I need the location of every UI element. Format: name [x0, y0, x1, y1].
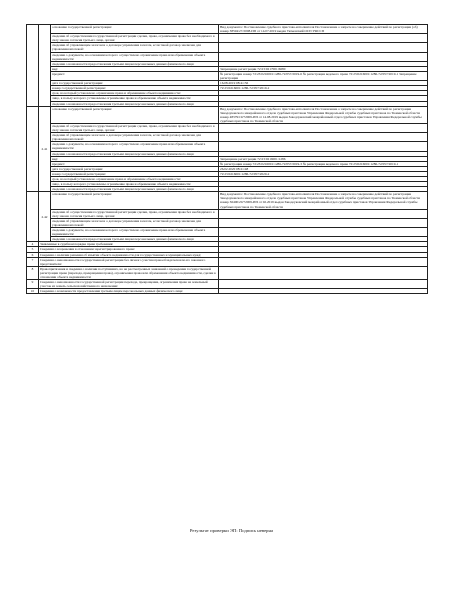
section-value	[219, 289, 428, 294]
field-value: 72:23:0216001:1286-72/057/2019-2	[219, 86, 428, 91]
field-value: 16.08.2019 08:41:36	[219, 81, 428, 86]
field-label: вид:	[51, 156, 219, 161]
section-number: 9	[27, 280, 39, 289]
section-row	[27, 266, 428, 279]
field-value	[219, 142, 428, 151]
section-value	[219, 280, 428, 289]
registry-extract-table	[26, 24, 428, 294]
field-value: Запрещение регистрации 72:23:0217001:6680	[219, 66, 428, 71]
section-row	[27, 280, 428, 289]
field-value: Вид документа: Постановление судебного пристава-исполнителя Постановление о запрете на совершение действий по регистрации Заводоуковского межрайонного отдела судебных приставов Управления Федеральной службы судебных приставов по Тюменской области номер 36400/20/72009-ИП от 02.2019 выдан Заводоуковский межрайонный отдел судебных приставов Управления Федеральной службы судебных приставов по Тюменской области	[219, 192, 428, 209]
table-row	[27, 106, 428, 123]
field-value: № регистрации номер 72:23:0216001:1286-72/057/2019-3 № регистрации ведомого права 72:23:0216001:1286-72/057/2019-1	[219, 161, 428, 166]
table-row	[27, 52, 428, 61]
field-value	[219, 34, 428, 43]
section-label: Сведения о наличии решения об изъятии объекта недвижимости для государственных и муниципальных нужд:	[39, 252, 219, 257]
field-value	[219, 52, 428, 61]
field-label: сведения о возможности предоставления третьим лицам персональных данных физического лица:	[51, 187, 219, 192]
field-value	[219, 123, 428, 132]
section-number: 4	[27, 242, 39, 247]
table-row	[27, 192, 428, 209]
field-label: сведения о возможности предоставления третьим лицам персональных данных физического лица:	[51, 237, 219, 242]
field-label: сведения об управляющем залогом и о договоре управления залогом, если такой договор заключен для управления ипотекой:	[51, 218, 219, 227]
field-label: основание государственной регистрации:	[51, 192, 219, 209]
field-value	[219, 43, 428, 52]
row-number-cell	[27, 25, 39, 107]
field-label: сведения о возможности предоставления третьим лицам персональных данных физического лица:	[51, 61, 219, 66]
field-label: номер государственной регистрации:	[51, 86, 219, 91]
table-row	[27, 228, 428, 237]
field-label: сведения о документе, на основании которого осуществлено ограничение права или обременение объекта недвижимости:	[51, 52, 219, 61]
section-label: Правопритязания и сведения о наличии поступивших, но не рассмотренных заявлений о проведении государственной регистрации права (перехода, прекращения права), ограничения права или обременения объекта недвижимости, сделки в отношении объекта недвижимости:	[39, 266, 219, 279]
field-label: предмет:	[51, 161, 219, 166]
subsection-number: 2.42	[39, 192, 51, 242]
section-number: 7	[27, 257, 39, 266]
field-value: Вид документа: Постановление судебного пристава-исполнителя Постановление о запрете на совершение действий по регистрации (об) номер 38594/27/2008-ИП от 14.07.2019 выдан Тюменский ОСП УФССП	[219, 25, 428, 34]
section-value	[219, 257, 428, 266]
section-label: Заявленные в судебном порядке права требования:	[39, 242, 219, 247]
section-row	[27, 289, 428, 294]
subsection-number	[39, 25, 51, 107]
table-row	[27, 209, 428, 218]
table-row	[27, 43, 428, 52]
section-number: 10	[27, 289, 39, 294]
field-value	[219, 228, 428, 237]
field-label: сведения о возможности предоставления третьим лицам персональных данных физического лица:	[51, 101, 219, 106]
field-label: дата государственной регистрации:	[51, 166, 219, 171]
field-label: сведения о документе, на основании которого осуществлено ограничение права или обременение объекта недвижимости:	[51, 228, 219, 237]
section-number: 6	[27, 252, 39, 257]
field-label: вид:	[51, 66, 219, 71]
section-label: Сведения о возражении в отношении зарегистрированного права:	[39, 247, 219, 252]
field-value: Запрещение регистрации 72:23:0216001:1286	[219, 156, 428, 161]
field-label: сведения о возможности предоставления третьим лицам персональных данных физического лица:	[51, 151, 219, 156]
table-row	[27, 142, 428, 151]
field-label: сведения об осуществлении государственной регистрации сделки, права, ограничения права без необходимого в силу закона согласия третьего лица, органа:	[51, 34, 219, 43]
section-number: 5	[27, 247, 39, 252]
row-number-cell	[27, 106, 39, 192]
table-row	[27, 123, 428, 132]
table-row	[27, 25, 428, 34]
field-value: 26.02.2020 08:21:48	[219, 166, 428, 171]
table-row	[27, 34, 428, 43]
section-label: Сведения о невозможности государственной регистрации без личного участия правообладателя или его законного представителя:	[39, 257, 219, 266]
section-number: 8	[27, 266, 39, 279]
table-row	[27, 71, 428, 80]
field-label: дата государственной регистрации:	[51, 81, 219, 86]
field-label: основание государственной регистрации:	[51, 25, 219, 34]
field-value: 72:23:0216001:1286-72/057/2020-2	[219, 171, 428, 176]
field-value	[219, 218, 428, 227]
signature-check-result: Результат проверки ЭП: Подпись неверна	[189, 528, 274, 533]
field-label: сведения об осуществлении государственной регистрации сделки, права, ограничения права без необходимого в силу закона согласия третьего лица, органа:	[51, 209, 219, 218]
field-label: сведения о документе, на основании которого осуществлено ограничение права или обременение объекта недвижимости:	[51, 142, 219, 151]
section-label: Сведения о невозможности государственной регистрации перехода, прекращения, ограничения права на земельный участок из земель сельскохозяйственного назначения:	[39, 280, 219, 289]
row-number-cell	[27, 192, 39, 242]
field-value	[219, 133, 428, 142]
subsection-number: 2.41	[39, 106, 51, 192]
field-label: сведения об осуществлении государственной регистрации сделки, права, ограничения права без необходимого в силу закона согласия третьего лица, органа:	[51, 123, 219, 132]
field-label: лицо, в пользу которого установлены ограничение права и обременение объекта недвижимости:	[51, 182, 219, 187]
field-label: номер государственной регистрации:	[51, 171, 219, 176]
field-value: № регистрации номер 72:23:0216001:1286-72/057/2019-6 № регистрации ведомого права 72:23:0216001:1286-72/057/2019-1 Запрещение регистрации	[219, 71, 428, 80]
section-row	[27, 257, 428, 266]
field-label: основание государственной регистрации:	[51, 106, 219, 123]
table-row	[27, 218, 428, 227]
field-label: сведения об управляющем залогом и о договоре управления залогом, если такой договор заключен для управления ипотекой:	[51, 43, 219, 52]
field-label: срок, на который установлено ограничение права и обременение объекта недвижимости:	[51, 91, 219, 96]
field-label: сведения об управляющем залогом и о договоре управления залогом, если такой договор заключен для управления ипотекой:	[51, 133, 219, 142]
field-label: лицо, в пользу которого установлены ограничение права и обременение объекта недвижимости:	[51, 96, 219, 101]
section-label: Сведения о возможности предоставления третьим лицам персональных данных физического лица:	[39, 289, 219, 294]
field-value	[219, 209, 428, 218]
section-value	[219, 266, 428, 279]
field-value: Вид документа: Постановление судебного пристава-исполнителя Постановление о запрете на совершение действий по регистрации Заводоуковского межрайонного отдела судебных приставов Управления Федеральной службы судебных приставов по Тюменской области номер 48379/19/72009-ИП от 14.08.2019 выдан Заводоуковский межрайонный отдел судебных приставов Управления Федеральной службы судебных приставов по Тюменской области	[219, 106, 428, 123]
field-label: предмет:	[51, 71, 219, 80]
table-row	[27, 133, 428, 142]
field-label: срок, на который установлено ограничение права и обременение объекта недвижимости:	[51, 177, 219, 182]
